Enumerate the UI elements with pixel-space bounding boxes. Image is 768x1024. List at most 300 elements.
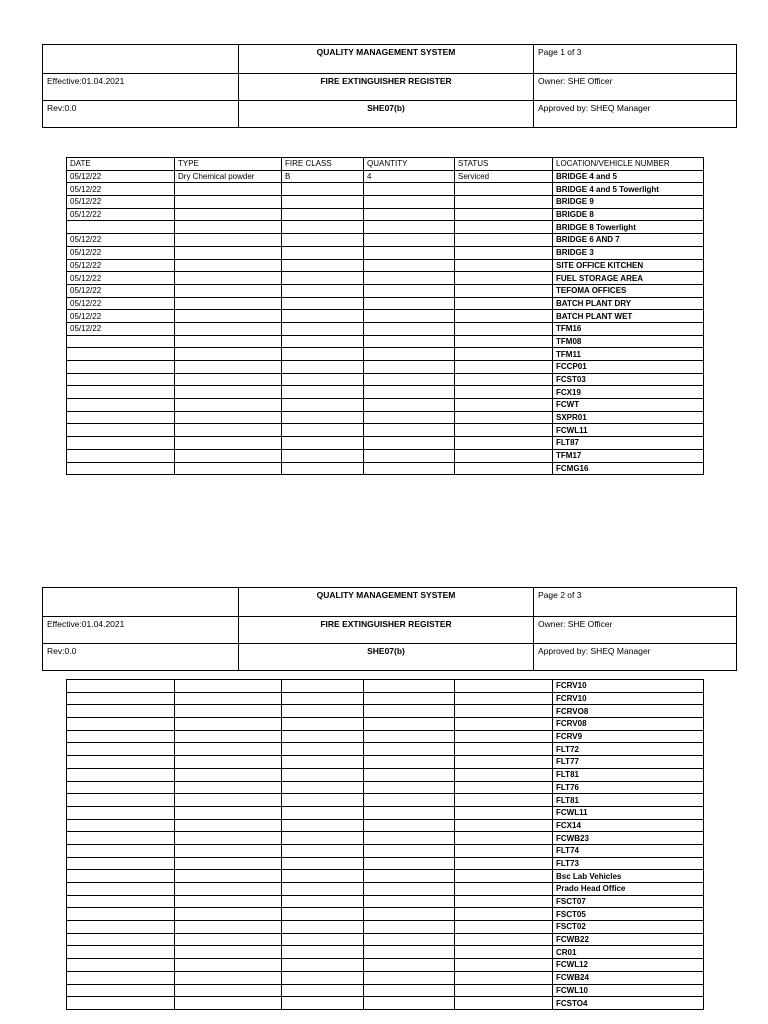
cell-status	[455, 984, 553, 997]
cell-status	[455, 781, 553, 794]
cell-type	[175, 806, 282, 819]
cell-date: 05/12/22	[67, 170, 175, 183]
cell-location: FCSTO4	[553, 997, 704, 1010]
cell-status	[455, 373, 553, 386]
cell-location: FCRV9	[553, 730, 704, 743]
column-header-type: TYPE	[175, 158, 282, 171]
table-row	[67, 984, 704, 997]
cell-date: 05/12/22	[67, 272, 175, 285]
cell-status	[455, 221, 553, 234]
table-row	[67, 208, 704, 221]
cell-status	[455, 208, 553, 221]
cell-date	[67, 895, 175, 908]
cell-location: FCWB23	[553, 832, 704, 845]
cell-quantity	[364, 348, 455, 361]
cell-fire-class	[282, 386, 364, 399]
cell-quantity	[364, 259, 455, 272]
cell-type	[175, 857, 282, 870]
cell-type	[175, 411, 282, 424]
doc-code: SHE07(b)	[239, 644, 534, 671]
cell-quantity: 4	[364, 170, 455, 183]
cell-location: TFM11	[553, 348, 704, 361]
cell-fire-class	[282, 794, 364, 807]
cell-date	[67, 373, 175, 386]
cell-fire-class	[282, 399, 364, 412]
cell-fire-class	[282, 971, 364, 984]
cell-date	[67, 399, 175, 412]
cell-fire-class	[282, 246, 364, 259]
cell-type	[175, 971, 282, 984]
cell-date	[67, 908, 175, 921]
cell-date: 05/12/22	[67, 234, 175, 247]
cell-type	[175, 424, 282, 437]
cell-quantity	[364, 883, 455, 896]
table-row	[67, 297, 704, 310]
table-row	[67, 730, 704, 743]
cell-status	[455, 933, 553, 946]
cell-quantity	[364, 959, 455, 972]
cell-status	[455, 259, 553, 272]
cell-type	[175, 310, 282, 323]
cell-fire-class	[282, 959, 364, 972]
cell-status	[455, 870, 553, 883]
cell-date	[67, 959, 175, 972]
cell-status	[455, 692, 553, 705]
cell-fire-class	[282, 997, 364, 1010]
table-row	[67, 335, 704, 348]
cell-quantity	[364, 984, 455, 997]
table-row	[67, 259, 704, 272]
cell-quantity	[364, 857, 455, 870]
cell-quantity	[364, 692, 455, 705]
register-header-row	[67, 158, 704, 171]
cell-date: 05/12/22	[67, 310, 175, 323]
cell-quantity	[364, 246, 455, 259]
cell-location: BRIDGE 4 and 5	[553, 170, 704, 183]
cell-quantity	[364, 971, 455, 984]
cell-status	[455, 806, 553, 819]
table-row	[67, 284, 704, 297]
cell-status	[455, 819, 553, 832]
cell-location: Bsc Lab Vehicles	[553, 870, 704, 883]
cell-type	[175, 997, 282, 1010]
table-row	[67, 170, 704, 183]
table-row	[67, 386, 704, 399]
cell-date	[67, 832, 175, 845]
cell-type	[175, 183, 282, 196]
cell-status	[455, 437, 553, 450]
cell-quantity	[364, 680, 455, 693]
cell-location: FLT74	[553, 844, 704, 857]
cell-location: FSCT02	[553, 921, 704, 934]
cell-date	[67, 921, 175, 934]
cell-status	[455, 322, 553, 335]
table-row	[67, 183, 704, 196]
column-header-status: STATUS	[455, 158, 553, 171]
cell-location: FCST03	[553, 373, 704, 386]
cell-quantity	[364, 208, 455, 221]
cell-date	[67, 984, 175, 997]
cell-fire-class	[282, 208, 364, 221]
cell-date	[67, 386, 175, 399]
table-row	[67, 997, 704, 1010]
cell-quantity	[364, 819, 455, 832]
cell-quantity	[364, 462, 455, 475]
cell-status	[455, 730, 553, 743]
cell-fire-class	[282, 730, 364, 743]
cell-location: FLT77	[553, 756, 704, 769]
cell-date	[67, 361, 175, 374]
cell-type	[175, 437, 282, 450]
cell-status	[455, 794, 553, 807]
cell-date: 05/12/22	[67, 297, 175, 310]
cell-date	[67, 870, 175, 883]
cell-fire-class	[282, 335, 364, 348]
cell-quantity	[364, 399, 455, 412]
cell-quantity	[364, 730, 455, 743]
cell-type	[175, 386, 282, 399]
cell-status	[455, 361, 553, 374]
table-row	[67, 959, 704, 972]
cell-type	[175, 794, 282, 807]
cell-status	[455, 895, 553, 908]
cell-status	[455, 234, 553, 247]
cell-type	[175, 756, 282, 769]
table-row	[67, 908, 704, 921]
cell-date: 05/12/22	[67, 284, 175, 297]
cell-type	[175, 705, 282, 718]
cell-quantity	[364, 234, 455, 247]
cell-location: TFM17	[553, 449, 704, 462]
cell-date	[67, 946, 175, 959]
cell-fire-class	[282, 908, 364, 921]
table-row	[67, 883, 704, 896]
cell-fire-class	[282, 883, 364, 896]
cell-fire-class	[282, 857, 364, 870]
cell-type: Dry Chemical powder	[175, 170, 282, 183]
cell-status	[455, 971, 553, 984]
cell-fire-class	[282, 373, 364, 386]
cell-location: BRIDGE 8 Towerlight	[553, 221, 704, 234]
cell-date	[67, 844, 175, 857]
system-title: QUALITY MANAGEMENT SYSTEM	[239, 45, 534, 74]
cell-quantity	[364, 272, 455, 285]
cell-date	[67, 424, 175, 437]
table-row	[67, 819, 704, 832]
cell-quantity	[364, 297, 455, 310]
register-title: FIRE EXTINGUISHER REGISTER	[239, 617, 534, 644]
cell-fire-class	[282, 183, 364, 196]
cell-date	[67, 348, 175, 361]
page1-header-table	[42, 44, 737, 128]
cell-quantity	[364, 284, 455, 297]
cell-fire-class	[282, 933, 364, 946]
table-row	[67, 844, 704, 857]
cell-fire-class	[282, 361, 364, 374]
table-row	[67, 756, 704, 769]
cell-status	[455, 946, 553, 959]
approved-by: Approved by: SHEQ Manager	[534, 101, 737, 128]
cell-status	[455, 272, 553, 285]
cell-status	[455, 310, 553, 323]
cell-quantity	[364, 921, 455, 934]
cell-fire-class	[282, 832, 364, 845]
table-row	[67, 246, 704, 259]
cell-status	[455, 386, 553, 399]
cell-location: BRIDGE 6 AND 7	[553, 234, 704, 247]
cell-type	[175, 449, 282, 462]
cell-location: BRIDGE 3	[553, 246, 704, 259]
cell-fire-class	[282, 870, 364, 883]
cell-type	[175, 844, 282, 857]
cell-date	[67, 718, 175, 731]
cell-quantity	[364, 373, 455, 386]
cell-fire-class	[282, 781, 364, 794]
cell-date	[67, 335, 175, 348]
cell-date	[67, 883, 175, 896]
revision: Rev:0.0	[43, 101, 239, 128]
cell-quantity	[364, 844, 455, 857]
doc-code: SHE07(b)	[239, 101, 534, 128]
cell-quantity	[364, 743, 455, 756]
approved-by: Approved by: SHEQ Manager	[534, 644, 737, 671]
column-header-quantity: QUANTITY	[364, 158, 455, 171]
column-header-fire-class: FIRE CLASS	[282, 158, 364, 171]
cell-type	[175, 743, 282, 756]
cell-fire-class	[282, 705, 364, 718]
cell-fire-class	[282, 424, 364, 437]
cell-location: TEFOMA OFFICES	[553, 284, 704, 297]
cell-quantity	[364, 361, 455, 374]
table-row	[67, 806, 704, 819]
cell-date: 05/12/22	[67, 246, 175, 259]
cell-status	[455, 335, 553, 348]
cell-location: FCMG16	[553, 462, 704, 475]
cell-fire-class	[282, 946, 364, 959]
cell-type	[175, 692, 282, 705]
cell-type	[175, 680, 282, 693]
cell-location: BRIDGE 4 and 5 Towerlight	[553, 183, 704, 196]
cell-fire-class	[282, 692, 364, 705]
cell-fire-class	[282, 984, 364, 997]
table-row	[67, 272, 704, 285]
table-row	[67, 449, 704, 462]
cell-location: SITE OFFICE KITCHEN	[553, 259, 704, 272]
cell-quantity	[364, 221, 455, 234]
cell-location: FCRV10	[553, 692, 704, 705]
cell-fire-class	[282, 284, 364, 297]
cell-status	[455, 959, 553, 972]
table-row	[67, 411, 704, 424]
cell-location: TFM08	[553, 335, 704, 348]
cell-quantity	[364, 718, 455, 731]
cell-fire-class	[282, 462, 364, 475]
cell-type	[175, 959, 282, 972]
cell-status	[455, 883, 553, 896]
cell-fire-class	[282, 437, 364, 450]
cell-status	[455, 997, 553, 1010]
cell-status	[455, 705, 553, 718]
cell-fire-class	[282, 756, 364, 769]
cell-type	[175, 921, 282, 934]
table-row	[67, 781, 704, 794]
cell-type	[175, 272, 282, 285]
table-row	[67, 705, 704, 718]
cell-quantity	[364, 997, 455, 1010]
cell-status	[455, 832, 553, 845]
cell-quantity	[364, 756, 455, 769]
system-title: QUALITY MANAGEMENT SYSTEM	[239, 588, 534, 617]
cell-date	[67, 743, 175, 756]
cell-location: FCRV10	[553, 680, 704, 693]
table-row	[67, 870, 704, 883]
cell-fire-class	[282, 895, 364, 908]
cell-location: FCWB24	[553, 971, 704, 984]
cell-quantity	[364, 933, 455, 946]
cell-location: FLT81	[553, 768, 704, 781]
cell-date	[67, 221, 175, 234]
cell-type	[175, 208, 282, 221]
table-row	[67, 310, 704, 323]
table-row	[67, 361, 704, 374]
cell-date: 05/12/22	[67, 322, 175, 335]
cell-location: FLT76	[553, 781, 704, 794]
cell-fire-class	[282, 680, 364, 693]
cell-quantity	[364, 768, 455, 781]
table-row	[67, 857, 704, 870]
cell-date	[67, 933, 175, 946]
cell-type	[175, 348, 282, 361]
table-row	[67, 718, 704, 731]
cell-status	[455, 768, 553, 781]
table-row	[67, 692, 704, 705]
cell-type	[175, 284, 282, 297]
cell-quantity	[364, 705, 455, 718]
cell-location: BATCH PLANT DRY	[553, 297, 704, 310]
table-row	[67, 794, 704, 807]
table-row	[67, 832, 704, 845]
cell-date: 05/12/22	[67, 208, 175, 221]
cell-fire-class	[282, 322, 364, 335]
cell-status	[455, 844, 553, 857]
cell-location: FSCT07	[553, 895, 704, 908]
cell-status	[455, 297, 553, 310]
cell-type	[175, 196, 282, 209]
cell-fire-class	[282, 743, 364, 756]
cell-quantity	[364, 895, 455, 908]
cell-date	[67, 997, 175, 1010]
cell-date	[67, 462, 175, 475]
cell-location: FCWL11	[553, 806, 704, 819]
cell-fire-class	[282, 921, 364, 934]
cell-type	[175, 895, 282, 908]
table-row	[67, 680, 704, 693]
cell-fire-class	[282, 718, 364, 731]
cell-type	[175, 259, 282, 272]
cell-quantity	[364, 781, 455, 794]
table-row	[67, 743, 704, 756]
cell-quantity	[364, 386, 455, 399]
table-row	[67, 895, 704, 908]
page2-register-body	[67, 680, 704, 1010]
table-row	[67, 399, 704, 412]
cell-fire-class	[282, 806, 364, 819]
cell-date	[67, 411, 175, 424]
cell-date	[67, 819, 175, 832]
cell-location: FCX19	[553, 386, 704, 399]
cell-location: FCWL10	[553, 984, 704, 997]
cell-type	[175, 908, 282, 921]
revision: Rev:0.0	[43, 644, 239, 671]
column-header-date: DATE	[67, 158, 175, 171]
owner: Owner: SHE Officer	[534, 617, 737, 644]
cell-fire-class	[282, 259, 364, 272]
owner: Owner: SHE Officer	[534, 74, 737, 101]
cell-type	[175, 946, 282, 959]
cell-fire-class	[282, 234, 364, 247]
cell-fire-class	[282, 272, 364, 285]
cell-fire-class	[282, 310, 364, 323]
table-row	[67, 424, 704, 437]
cell-quantity	[364, 908, 455, 921]
cell-fire-class: B	[282, 170, 364, 183]
cell-fire-class	[282, 221, 364, 234]
table-row	[67, 437, 704, 450]
table-row	[67, 221, 704, 234]
effective-date: Effective:01.04.2021	[43, 617, 239, 644]
page-number: Page 1 of 3	[534, 45, 737, 74]
cell-quantity	[364, 806, 455, 819]
cell-fire-class	[282, 196, 364, 209]
table-row	[67, 946, 704, 959]
register-title: FIRE EXTINGUISHER REGISTER	[239, 74, 534, 101]
table-row	[67, 373, 704, 386]
cell-type	[175, 870, 282, 883]
cell-date: 05/12/22	[67, 183, 175, 196]
cell-status	[455, 246, 553, 259]
cell-fire-class	[282, 449, 364, 462]
cell-location: FCWT	[553, 399, 704, 412]
cell-type	[175, 462, 282, 475]
cell-type	[175, 399, 282, 412]
cell-quantity	[364, 196, 455, 209]
cell-status	[455, 284, 553, 297]
cell-status	[455, 857, 553, 870]
cell-location: FLT72	[553, 743, 704, 756]
cell-quantity	[364, 794, 455, 807]
table-row	[67, 348, 704, 361]
cell-type	[175, 718, 282, 731]
cell-quantity	[364, 946, 455, 959]
cell-status: Serviced	[455, 170, 553, 183]
cell-status	[455, 756, 553, 769]
cell-quantity	[364, 183, 455, 196]
cell-quantity	[364, 832, 455, 845]
header-blank-cell	[43, 588, 239, 617]
cell-type	[175, 221, 282, 234]
cell-location: BRIDGE 9	[553, 196, 704, 209]
cell-type	[175, 730, 282, 743]
cell-fire-class	[282, 768, 364, 781]
cell-date: 05/12/22	[67, 259, 175, 272]
cell-status	[455, 921, 553, 934]
cell-location: FLT73	[553, 857, 704, 870]
column-header-location: LOCATION/VEHICLE NUMBER	[553, 158, 704, 171]
cell-status	[455, 348, 553, 361]
cell-date	[67, 971, 175, 984]
page1-register-table	[66, 157, 704, 475]
cell-type	[175, 933, 282, 946]
